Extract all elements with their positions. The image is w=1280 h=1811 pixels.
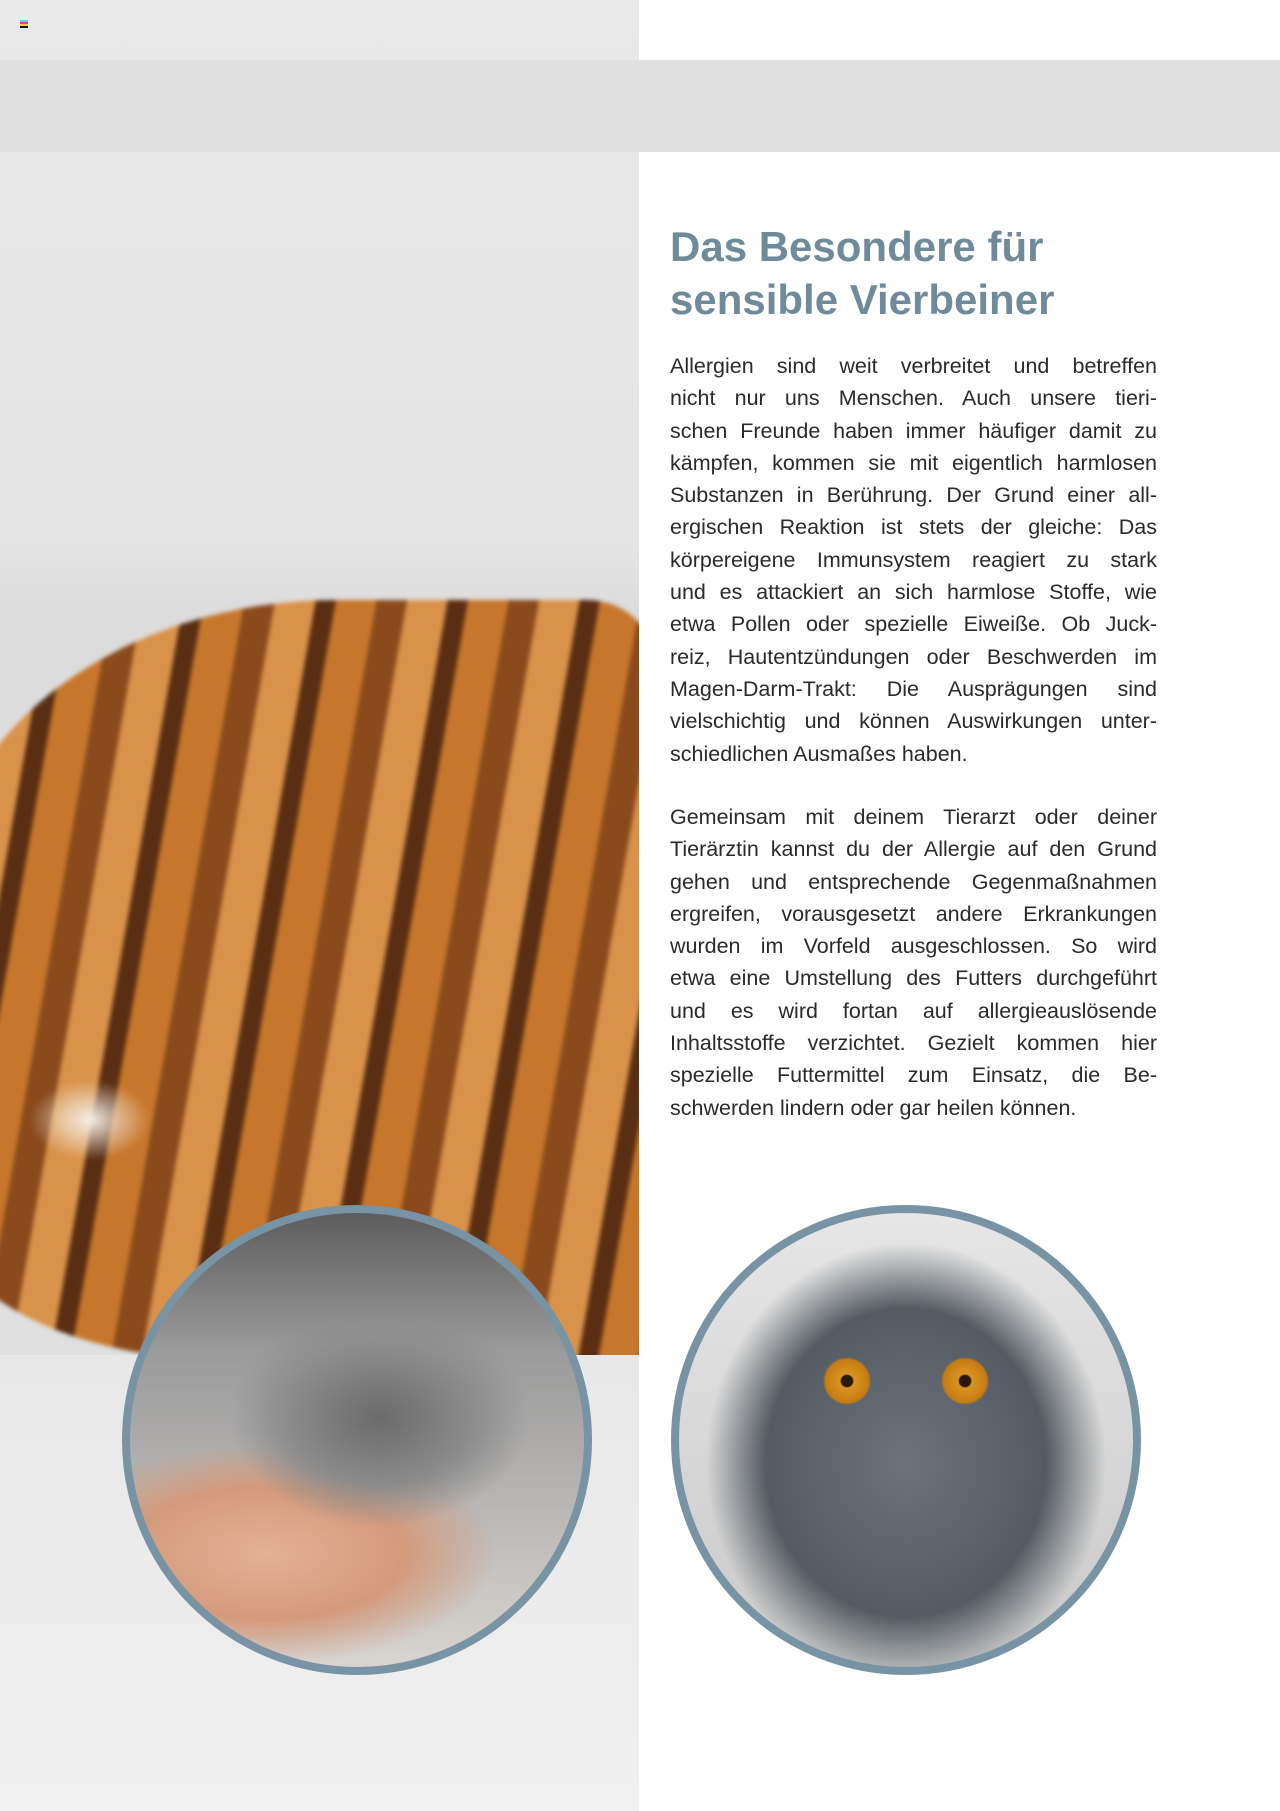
text-line: reiz, Hautentzündungen oder Beschwerden im bbox=[670, 644, 1157, 669]
title-line: Das Besondere für bbox=[670, 223, 1044, 270]
text-line: ergischen Reaktion ist stets der gleiche: Das bbox=[670, 515, 1157, 540]
text-line: wurden im Vorfeld ausgeschlossen. So wird bbox=[670, 934, 1157, 959]
text-line: vielschichtig und können Auswirkungen unter- bbox=[670, 709, 1157, 734]
article-title bbox=[670, 220, 1170, 326]
text-line: etwa eine Umstellung des Futters durchgeführt bbox=[670, 966, 1157, 991]
text-line: nicht nur uns Menschen. Auch unsere tieri- bbox=[670, 386, 1157, 411]
photo-british-shorthair-cat bbox=[671, 1205, 1141, 1675]
text-line: Substanzen in Berührung. Der Grund einer all- bbox=[670, 483, 1157, 508]
color-marker-icon bbox=[20, 20, 28, 28]
photo-paw-in-hand bbox=[122, 1205, 592, 1675]
text-line: körpereigene Immunsystem reagiert zu stark bbox=[670, 547, 1157, 572]
text-line: und es wird fortan auf allergieauslösende bbox=[670, 998, 1157, 1023]
text-line: Allergien sind weit verbreitet und betreffen bbox=[670, 354, 1157, 378]
text-line: spezielle Futtermittel zum Einsatz, die Be- bbox=[670, 1063, 1157, 1088]
text-line: Gemeinsam mit deinem Tierarzt oder deiner bbox=[670, 805, 1157, 829]
text-line: Tierärztin kannst du der Allergie auf den Grund bbox=[670, 837, 1157, 862]
text-line: etwa Pollen oder spezielle Eiweiße. Ob Juck- bbox=[670, 612, 1157, 637]
paragraph-2 bbox=[670, 801, 1157, 1124]
text-line: kämpfen, kommen sie mit eigentlich harmlosen bbox=[670, 450, 1157, 475]
header-band bbox=[0, 60, 1280, 152]
text-line: schwerden lindern oder gar heilen können. bbox=[670, 1095, 1077, 1120]
text-line: schen Freunde haben immer häufiger damit zu bbox=[670, 418, 1157, 443]
title-line: sensible Vierbeiner bbox=[670, 276, 1055, 323]
text-line: und es attackiert an sich harmlose Stoffe, wie bbox=[670, 580, 1157, 605]
paragraph-1 bbox=[670, 350, 1157, 770]
text-line: Inhaltsstoffe verzichtet. Gezielt kommen hier bbox=[670, 1031, 1157, 1056]
text-line: Magen-Darm-Trakt: Die Ausprägungen sind bbox=[670, 676, 1157, 701]
text-line: schiedlichen Ausmaßes haben. bbox=[670, 741, 968, 766]
text-line: ergreifen, vorausgesetzt andere Erkrankungen bbox=[670, 901, 1157, 926]
text-line: gehen und entsprechende Gegenmaßnahmen bbox=[670, 869, 1157, 894]
